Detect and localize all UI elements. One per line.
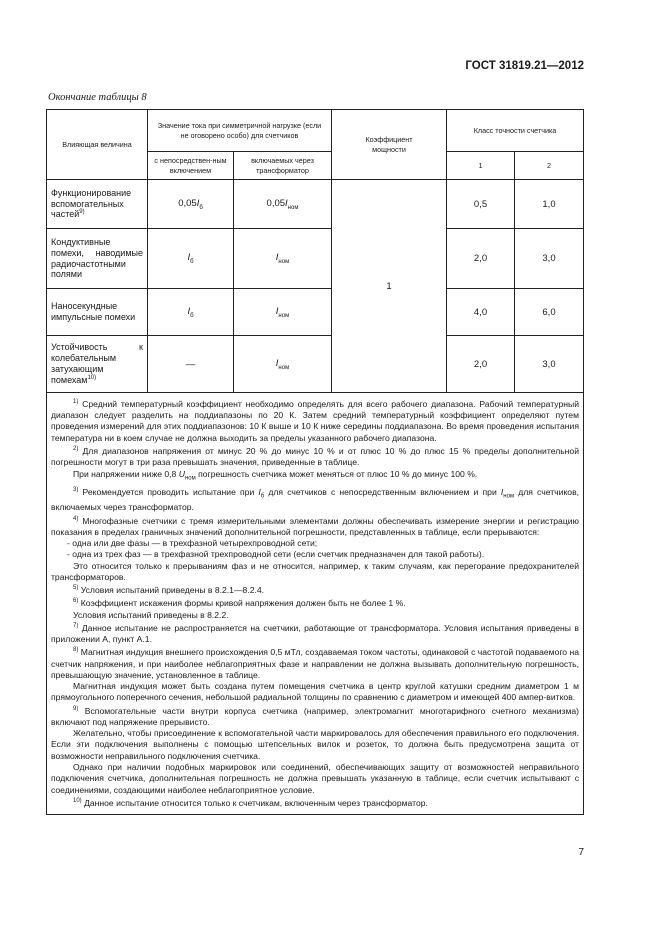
page-number: 7 <box>578 847 584 858</box>
table-caption: Окончание таблицы 8 <box>48 92 147 103</box>
footnote-1: $^{1)}$ Средний температурный коэффициент необходимо определять для всего рабочего диапазона. Рабочий температурный диапазон следует разделить на поддиапазоны по 20 К. Затем средний температурный коэффициент определяют путем проведения измерений для этих поддиапазонов: 10 К выше и 10 К ниже середины поддиапазона. Во время проведения испытания температура ни в коем случае не должна выходить за пределы указанного рабочего диапазона. <box>51 398 579 443</box>
row-label: Кондуктивные помехи, наводимые радиочастотными полями <box>47 229 148 289</box>
cell-transformer: $0,05I_{ном}$ <box>234 180 332 229</box>
footnote-2: $^{2)}$ Для диапазонов напряжения от минус 20 % до минус 10 % и от плюс 10 % до плюс 15 % пределы дополнительной погрешности могут в три раза превышать значения, приведенные в таблице. <box>51 445 580 468</box>
row-label: Устойчивость к колебательным затухающим помехам$^{10)}$ <box>47 336 148 393</box>
influence-quantities-table <box>46 109 584 815</box>
header-direct: с непосредствен-ным включением <box>148 152 234 180</box>
header-influencing: Влияющая величина <box>47 110 148 180</box>
cell-class-2: 6,0 <box>515 289 584 336</box>
table-row <box>47 336 584 393</box>
footnote-8: $^{8)}$ Магнитная индукция внешнего происхождения 0,5 мТл, создаваемая током частоты, одинаковой с частотой подаваемого на счетчик напряжения, и при наиболее неблагоприятных фазе и направлении не должна вызывать дополнительную погрешность, превышающую значение, установленное в таблице. <box>51 647 580 680</box>
header-class-2: 2 <box>515 152 584 180</box>
footnote-5: $^{5)}$ Условия испытаний приведены в 8.2.1—8.2.4. <box>73 585 265 596</box>
table-row <box>47 289 584 336</box>
footnote-3: $^{3)}$ Рекомендуется проводить испытание при $I_б$ для счетчиков с непосредственным включением и при $I_{ном}$ для счетчиков, включаемых через трансформатор. <box>51 486 580 513</box>
cell-direct: $I_б$ <box>148 229 234 289</box>
cell-class-1: 2,0 <box>447 229 515 289</box>
footnote-4: $^{4)}$ Многофазные счетчики с тремя измерительными элементами должны обеспечивать измерение энергии и регистрацию показания в пределах граничных значений дополнительной погрешности, представленных в таблице, если прерываются: <box>51 515 580 537</box>
footnote-4-item-2: - одна из трех фаз — в трехфазной трехпроводной сети (если счетчик предназначен для такой работы). <box>67 549 485 560</box>
row-label: Наносекундные импульсные помехи <box>47 289 148 336</box>
footnote-9-continued-2: Однако при наличии подобных маркировок или соединений, обеспечивающих защиту от возможностей неправильного подключения счетчика, дополнительная погрешность не должна превышать указанную в таблице, если счетчик испытывают с соединениями, создающими наиболее неблагоприятное условие. <box>51 762 579 795</box>
cell-transformer: $I_{ном}$ <box>234 289 332 336</box>
footnote-10: $^{10)}$ Данное испытание относится только к счетчикам, включенным через трансформатор. <box>73 797 428 808</box>
cell-class-2: 3,0 <box>515 336 584 393</box>
footnote-9-continued-1: Желательно, чтобы присоединение к вспомогательной части маркировалось для обеспечения правильного его подключения. Если эти подключения выполнены с помощью штепсельных вилок и розеток, то должна быть предусмотрена защита от возможности неправильного подключения счетчика. <box>51 728 579 761</box>
footnote-4-continued: Это относится только к прерываниям фаз и не относится, например, к таким случаям, как перегорание предохранителей трансформаторов. <box>51 560 579 583</box>
footnote-6: $^{6)}$ Коэффициент искажения формы кривой напряжения должен быть не более 1 %. <box>73 598 406 609</box>
header-power-factor: Коэффициент мощности <box>332 110 447 180</box>
footnote-9: $^{9)}$ Вспомогательные части внутри корпуса счетчика (например, электромагнит многотарифного счетного механизма) включают под напряжение прерывисто. <box>51 705 580 727</box>
cell-direct: $0,05I_б$ <box>148 180 234 229</box>
cell-power-factor: 1 <box>332 180 447 393</box>
header-accuracy-class: Класс точности счетчика <box>447 110 584 152</box>
cell-class-1: 2,0 <box>447 336 515 393</box>
cell-direct: — <box>148 336 234 393</box>
table-row <box>47 229 584 289</box>
footnote-2-continued: При напряжении ниже 0,8 $U_{ном}$ погрешность счетчика может меняться от плюс 10 % до минус 100 %. <box>73 468 478 482</box>
footnotes <box>47 393 584 815</box>
header-via-transformer: включаемых через трансформатор <box>234 152 332 180</box>
footnote-7: $^{7)}$ Данное испытание не распространяется на счетчики, работающие от трансформатора. Условия испытания приведены в приложении А, пункт А.1. <box>51 622 579 645</box>
cell-class-2: 1,0 <box>515 180 584 229</box>
header-current-value: Значение тока при симметричной нагрузке (если не оговорено особо) для счетчиков <box>148 110 332 152</box>
standard-code: ГОСТ 31819.21—2012 <box>465 60 584 72</box>
table-footnotes-row <box>47 393 584 815</box>
cell-class-2: 3,0 <box>515 229 584 289</box>
cell-class-1: 0,5 <box>447 180 515 229</box>
cell-transformer: $I_{ном}$ <box>234 336 332 393</box>
row-label: Функционирование вспомогательных частей$^{9)}$ <box>47 180 148 229</box>
cell-direct: $I_б$ <box>148 289 234 336</box>
footnote-6-continued: Условия испытаний приведены в 8.2.2. <box>73 609 229 620</box>
cell-transformer: $I_{ном}$ <box>234 229 332 289</box>
footnote-8-continued: Магнитная индукция может быть создана путем помещения счетчика в центр круглой катушки средним диаметром 1 м прямоугольного поперечного сечения, небольшой радиальной толщины по сравнению с диаметром и имеющей 400 ампер-витков. <box>51 681 579 703</box>
header-class-1: 1 <box>447 152 515 180</box>
table-row <box>47 180 584 229</box>
footnote-4-item-1: - одна или две фазы — в трехфазной четырехпроводной сети; <box>67 538 318 549</box>
cell-class-1: 4,0 <box>447 289 515 336</box>
